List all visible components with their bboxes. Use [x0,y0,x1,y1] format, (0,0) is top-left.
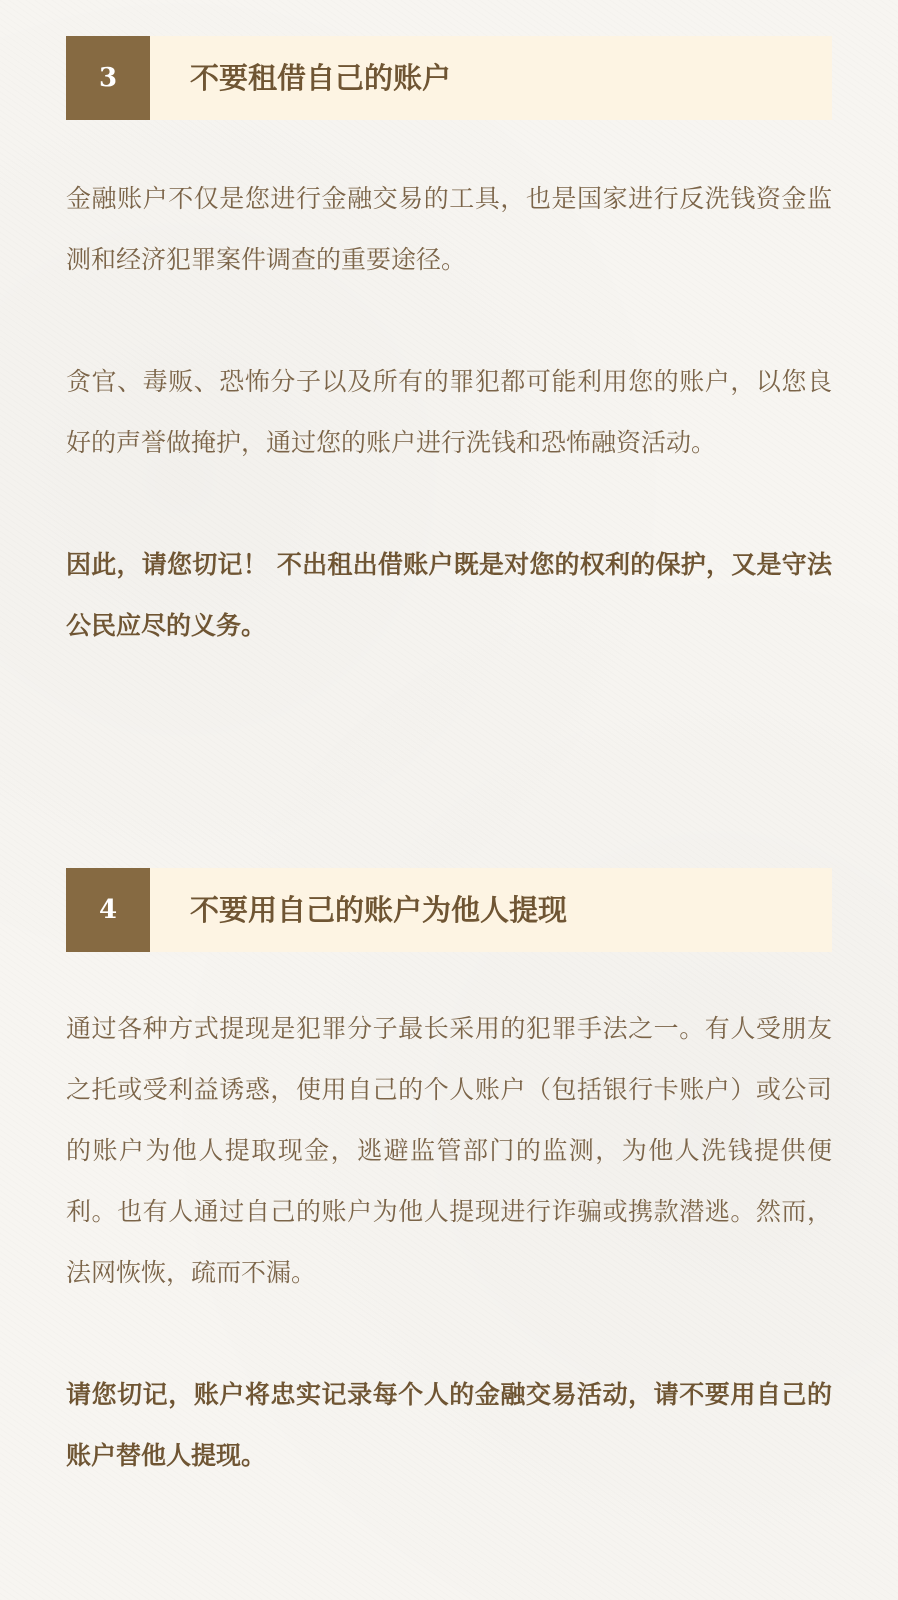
section-4 [66,868,832,1486]
section-4-emphasis: 请您切记，账户将忠实记录每个人的金融交易活动，请不要用自己的账户替他人提现。 [66,1380,832,1470]
section-3-title: 不要租借自己的账户 [190,61,452,95]
section-3-emphasis: 因此，请您切记！ 不出租出借账户既是对您的权利的保护，又是守法公民应尽的义务。 [66,550,832,640]
section-4-paragraph-1: 通过各种方式提现是犯罪分子最长采用的犯罪手法之一。有人受朋友之托或受利益诱惑，使用自己的个人账户（包括银行卡账户）或公司的账户为他人提取现金，逃避监管部门的监测，为他人洗钱提供便利。也有人通过自己的账户为他人提现进行诈骗或携款潜逃。然而，法网恢恢，疏而不漏。 [66,1014,832,1287]
section-3 [66,36,832,656]
section-3-paragraph-2: 贪官、毒贩、恐怖分子以及所有的罪犯都可能利用您的账户，以您良好的声誉做掩护，通过您的账户进行洗钱和恐怖融资活动。 [66,367,832,457]
section-4-header [66,868,832,952]
section-4-number-badge: 4 [66,868,150,952]
section-3-header [66,36,832,120]
section-3-number-badge: 3 [66,36,150,120]
section-3-paragraph-1: 金融账户不仅是您进行金融交易的工具，也是国家进行反洗钱资金监测和经济犯罪案件调查的重要途径。 [66,184,832,274]
section-4-title: 不要用自己的账户为他人提现 [190,893,568,927]
